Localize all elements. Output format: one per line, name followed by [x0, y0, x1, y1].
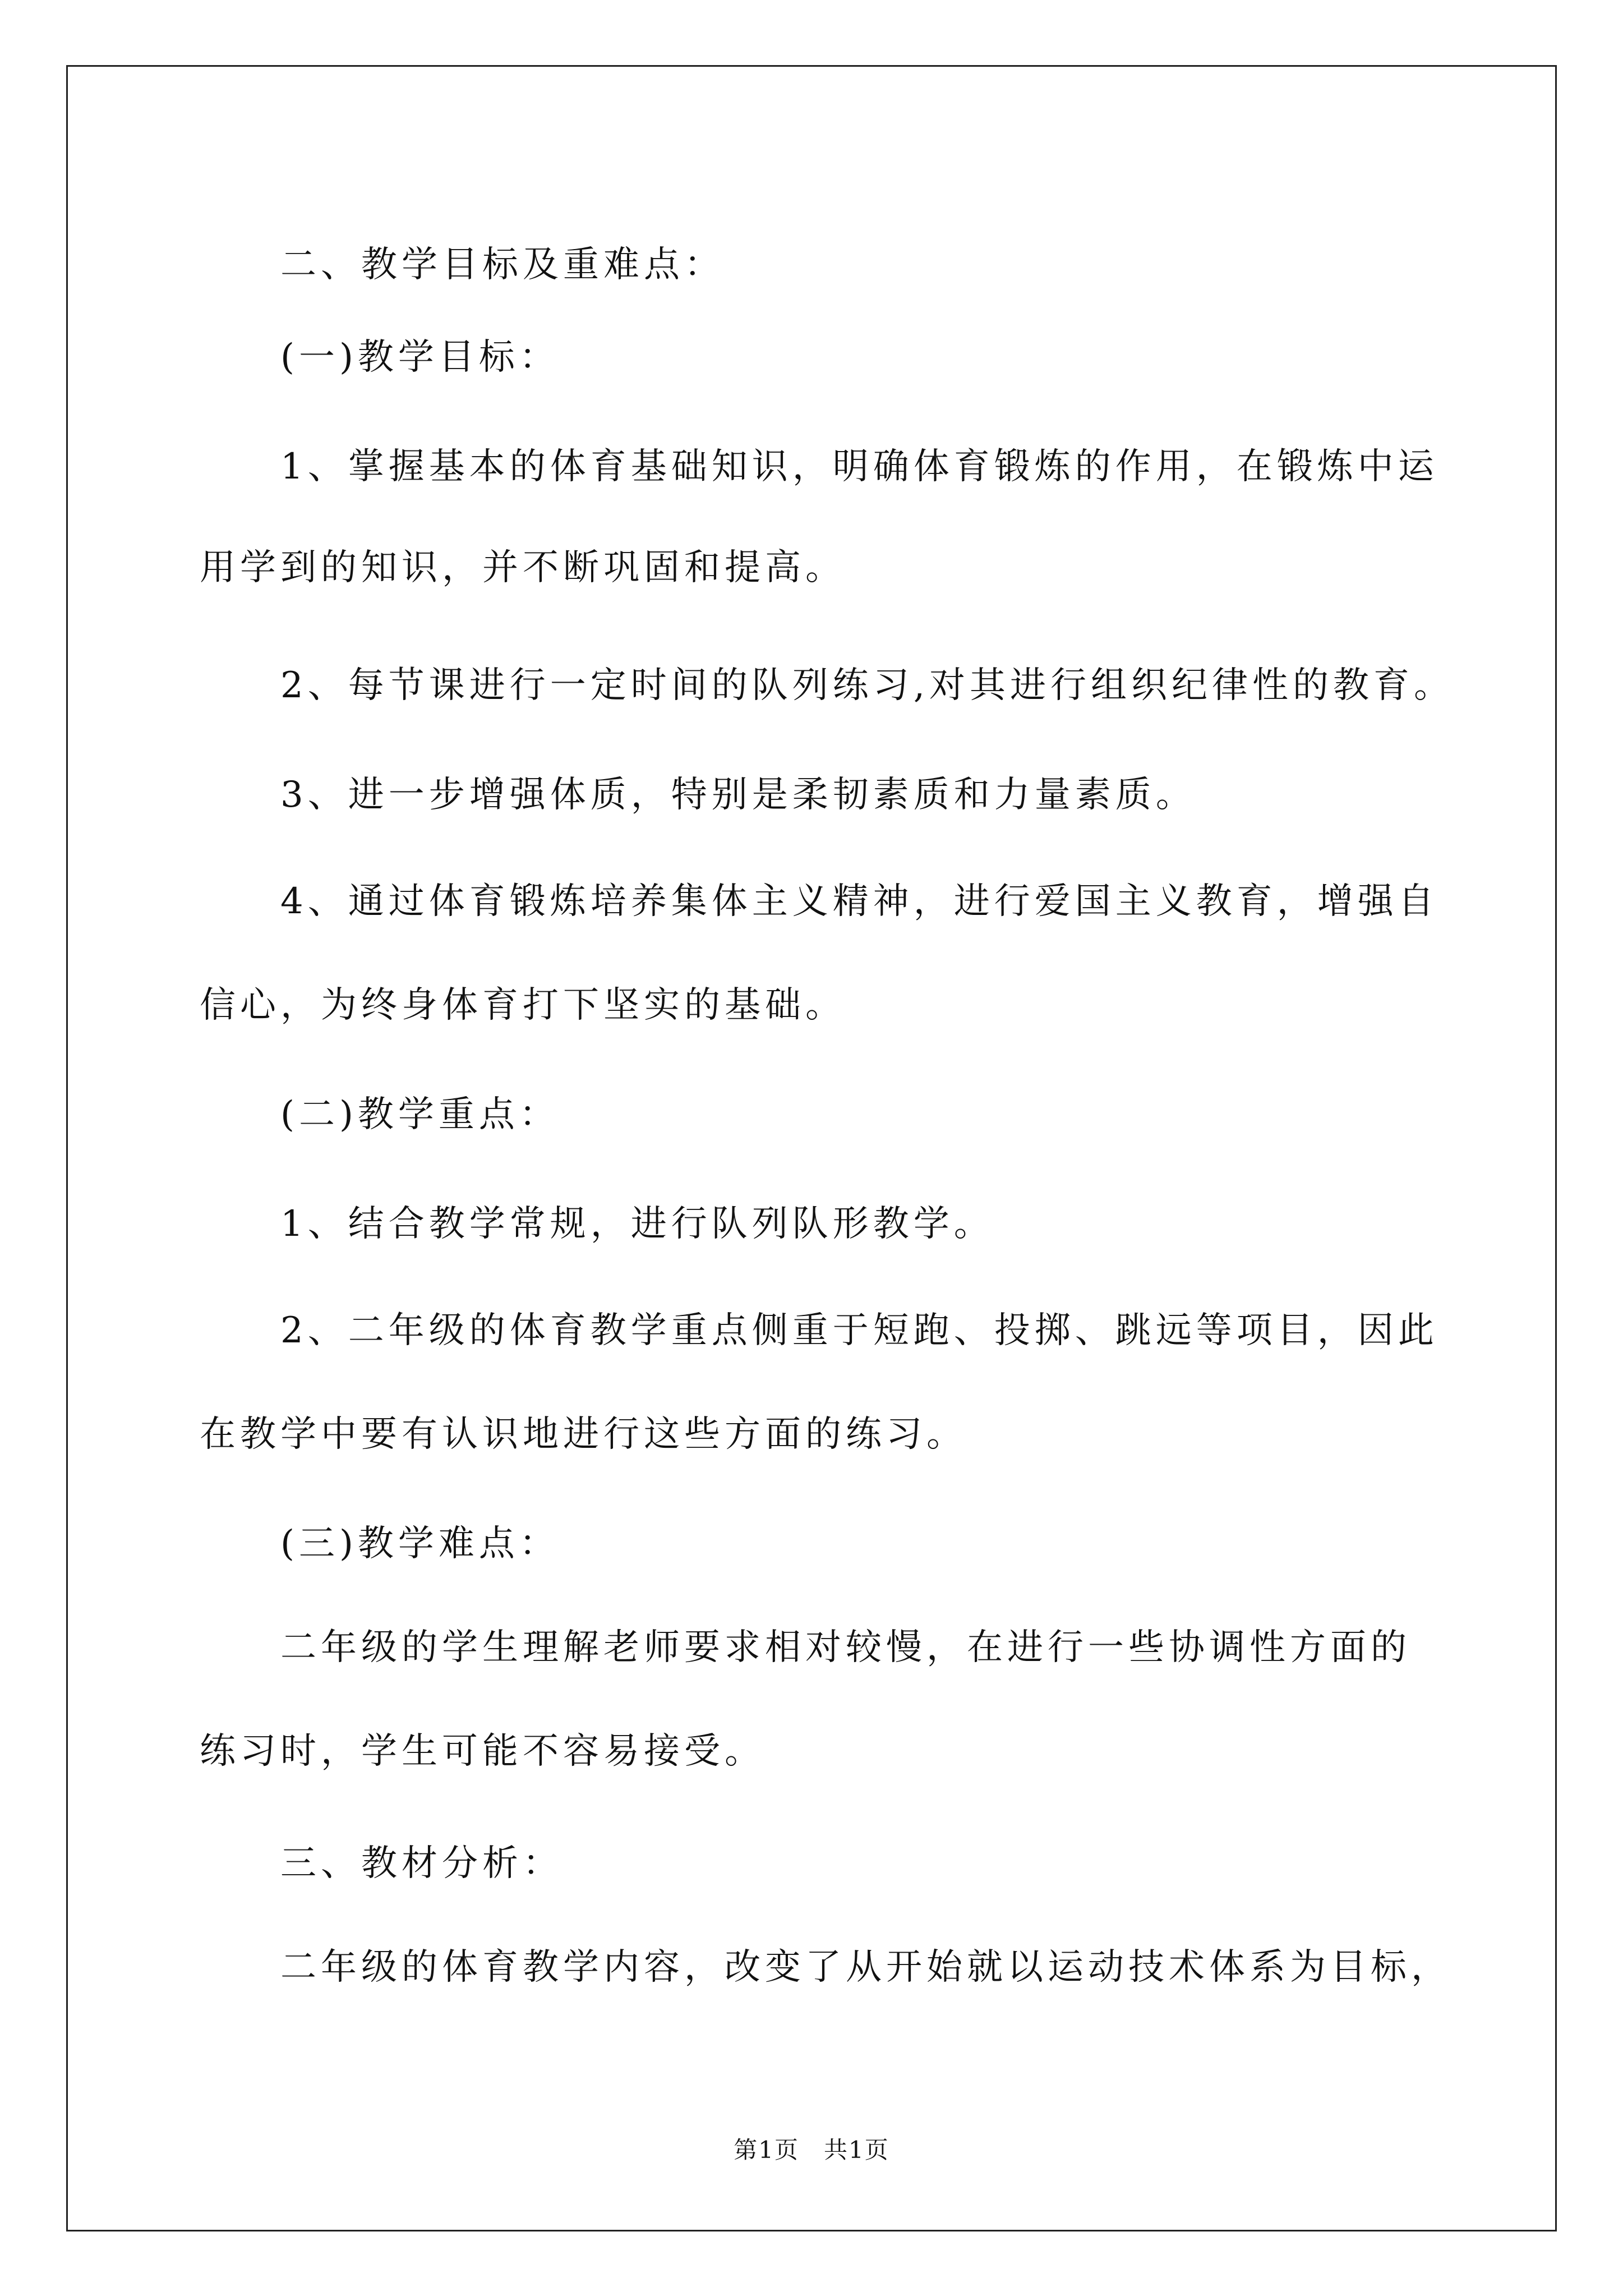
paragraph-line: 二年级的体育教学内容，改变了从开始就以运动技术体系为目标， — [280, 1947, 1451, 1988]
paragraph-line: 2、二年级的体育教学重点侧重于短跑、投掷、跳远等项目，因此 — [280, 1310, 1438, 1351]
paragraph-line: 练习时，学生可能不容易接受。 — [200, 1731, 765, 1772]
paragraph-line: 1、结合教学常规，进行队列队形教学。 — [280, 1203, 994, 1245]
paragraph-line: 信心，为终身体育打下坚实的基础。 — [200, 984, 846, 1026]
subsection-heading: (三)教学难点： — [280, 1523, 560, 1565]
paragraph-line: 在教学中要有认识地进行这些方面的练习。 — [200, 1414, 967, 1455]
paragraph-line: 4、通过体育锻炼培养集体主义精神，进行爱国主义教育，增强自 — [280, 881, 1438, 922]
paragraph-line: 用学到的知识，并不断巩固和提高。 — [200, 547, 846, 588]
subsection-heading: (二)教学重点： — [280, 1094, 560, 1135]
section-heading: 三、教材分析： — [280, 1843, 563, 1884]
page-border — [66, 65, 1557, 2231]
section-heading: 二、教学目标及重难点： — [280, 244, 725, 286]
paragraph-line: 1、掌握基本的体育基础知识，明确体育锻炼的作用，在锻炼中运 — [280, 446, 1438, 487]
page-footer: 第1页 共1页 — [734, 2136, 889, 2164]
paragraph-line: 2、每节课进行一定时间的队列练习,对其进行组织纪律性的教育。 — [280, 665, 1455, 706]
paragraph-line: 3、进一步增强体质，特别是柔韧素质和力量素质。 — [280, 774, 1196, 816]
paragraph-line: 二年级的学生理解老师要求相对较慢，在进行一些协调性方面的 — [280, 1627, 1411, 1668]
subsection-heading: (一)教学目标： — [280, 337, 560, 378]
